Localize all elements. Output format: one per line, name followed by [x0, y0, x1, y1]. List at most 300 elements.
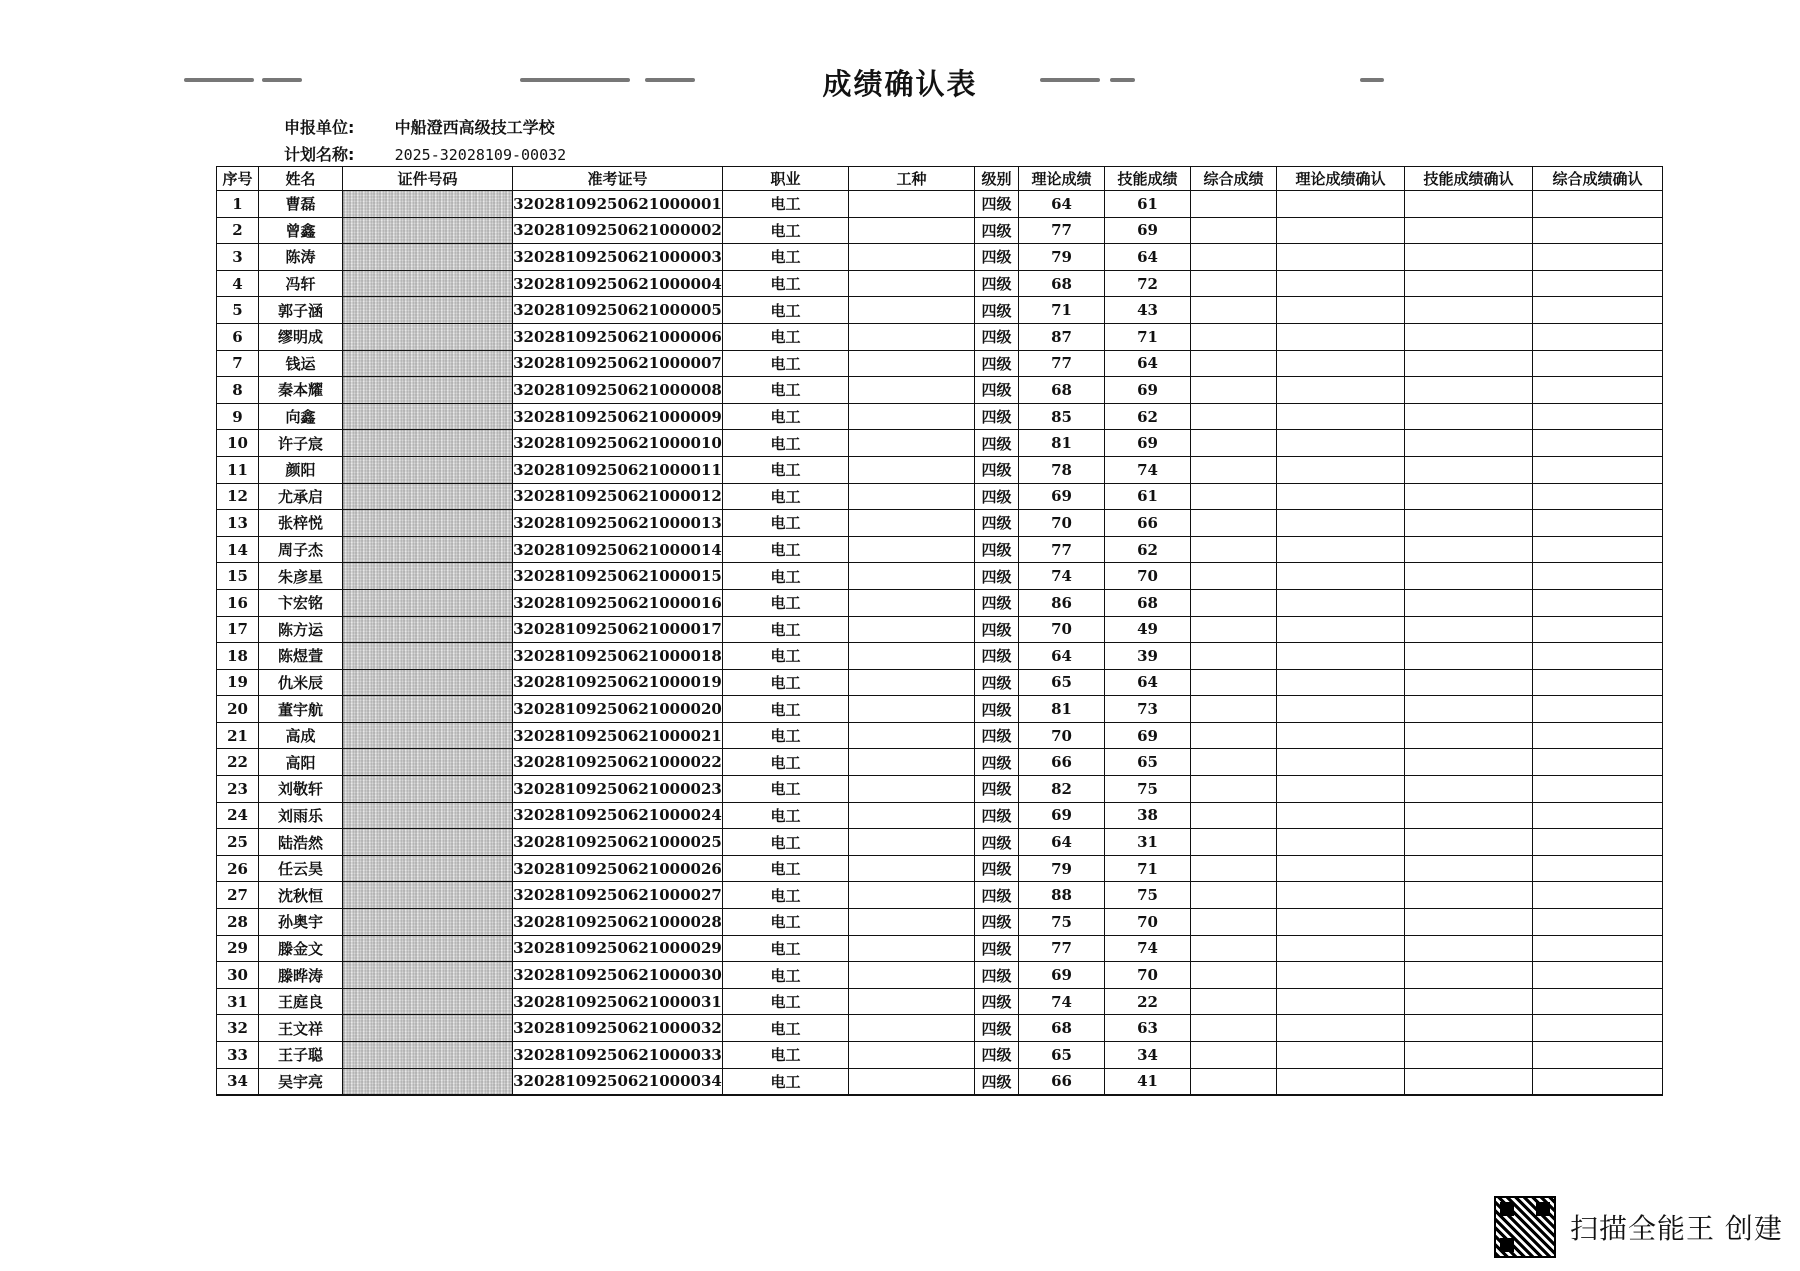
skill-score: 63: [1105, 1015, 1191, 1042]
exam-number: 32028109250621000031: [513, 988, 723, 1015]
skill-score: 61: [1105, 191, 1191, 218]
scan-speck: [184, 78, 254, 82]
skill-confirm: [1405, 802, 1533, 829]
overall-score: [1191, 244, 1277, 271]
skill-score: 68: [1105, 589, 1191, 616]
overall-score: [1191, 297, 1277, 324]
theory-confirm: [1277, 988, 1405, 1015]
overall-score: [1191, 350, 1277, 377]
table-row: [217, 776, 1663, 803]
occupation: 电工: [723, 244, 849, 271]
skill-score: 75: [1105, 882, 1191, 909]
level: 四级: [975, 882, 1019, 909]
skill-score: 69: [1105, 722, 1191, 749]
exam-number: 32028109250621000034: [513, 1068, 723, 1095]
table-row: [217, 1068, 1663, 1095]
overall-confirm: [1533, 589, 1663, 616]
row-number: 6: [217, 323, 259, 350]
job-type: [849, 430, 975, 457]
row-number: 8: [217, 377, 259, 404]
level: 四级: [975, 1068, 1019, 1095]
skill-confirm: [1405, 270, 1533, 297]
overall-confirm: [1533, 377, 1663, 404]
document-title: 成绩确认表: [822, 67, 978, 101]
job-type: [849, 802, 975, 829]
overall-score: [1191, 1042, 1277, 1069]
skill-score: 69: [1105, 377, 1191, 404]
level: 四级: [975, 483, 1019, 510]
exam-number: 32028109250621000011: [513, 456, 723, 483]
skill-score: 70: [1105, 962, 1191, 989]
theory-score: 74: [1019, 563, 1105, 590]
overall-score: [1191, 935, 1277, 962]
exam-number: 32028109250621000010: [513, 430, 723, 457]
job-type: [849, 456, 975, 483]
overall-score: [1191, 616, 1277, 643]
row-number: 12: [217, 483, 259, 510]
occupation: 电工: [723, 1068, 849, 1095]
skill-score: 72: [1105, 270, 1191, 297]
theory-confirm: [1277, 1042, 1405, 1069]
theory-confirm: [1277, 616, 1405, 643]
level: 四级: [975, 377, 1019, 404]
skill-score: 38: [1105, 802, 1191, 829]
student-name: 曾鑫: [259, 217, 343, 244]
overall-score: [1191, 483, 1277, 510]
occupation: 电工: [723, 935, 849, 962]
job-type: [849, 350, 975, 377]
skill-confirm: [1405, 643, 1533, 670]
theory-confirm: [1277, 430, 1405, 457]
exam-number: 32028109250621000023: [513, 776, 723, 803]
exam-number: 32028109250621000001: [513, 191, 723, 218]
theory-score: 65: [1019, 1042, 1105, 1069]
skill-confirm: [1405, 510, 1533, 537]
skill-score: 62: [1105, 403, 1191, 430]
overall-score: [1191, 749, 1277, 776]
col-header: 姓名: [259, 167, 343, 191]
occupation: 电工: [723, 589, 849, 616]
id-number-redacted: [343, 323, 513, 350]
theory-confirm: [1277, 909, 1405, 936]
id-number-redacted: [343, 1015, 513, 1042]
scan-speck: [262, 78, 302, 82]
table-row: [217, 589, 1663, 616]
overall-confirm: [1533, 643, 1663, 670]
overall-score: [1191, 829, 1277, 856]
occupation: 电工: [723, 776, 849, 803]
row-number: 27: [217, 882, 259, 909]
skill-score: 41: [1105, 1068, 1191, 1095]
student-name: 孙奥宇: [259, 909, 343, 936]
id-number-redacted: [343, 616, 513, 643]
occupation: 电工: [723, 323, 849, 350]
theory-score: 65: [1019, 669, 1105, 696]
theory-confirm: [1277, 802, 1405, 829]
row-number: 1: [217, 191, 259, 218]
theory-score: 82: [1019, 776, 1105, 803]
skill-score: 61: [1105, 483, 1191, 510]
scan-speck: [520, 78, 630, 82]
skill-score: 71: [1105, 323, 1191, 350]
level: 四级: [975, 297, 1019, 324]
id-number-redacted: [343, 882, 513, 909]
id-number-redacted: [343, 430, 513, 457]
occupation: 电工: [723, 988, 849, 1015]
table-row: [217, 988, 1663, 1015]
overall-score: [1191, 669, 1277, 696]
theory-score: 68: [1019, 1015, 1105, 1042]
id-number-redacted: [343, 589, 513, 616]
level: 四级: [975, 456, 1019, 483]
student-name: 向鑫: [259, 403, 343, 430]
student-name: 高阳: [259, 749, 343, 776]
overall-score: [1191, 191, 1277, 218]
theory-confirm: [1277, 722, 1405, 749]
job-type: [849, 962, 975, 989]
theory-score: 77: [1019, 536, 1105, 563]
skill-confirm: [1405, 377, 1533, 404]
row-number: 11: [217, 456, 259, 483]
level: 四级: [975, 643, 1019, 670]
row-number: 31: [217, 988, 259, 1015]
skill-confirm: [1405, 696, 1533, 723]
plan-value: 2025-32028109-00032: [394, 146, 567, 164]
table-row: [217, 350, 1663, 377]
id-number-redacted: [343, 510, 513, 537]
overall-score: [1191, 589, 1277, 616]
job-type: [849, 191, 975, 218]
theory-confirm: [1277, 377, 1405, 404]
student-name: 王文祥: [259, 1015, 343, 1042]
theory-score: 79: [1019, 244, 1105, 271]
table-row: [217, 1015, 1663, 1042]
table-row: [217, 244, 1663, 271]
exam-number: 32028109250621000009: [513, 403, 723, 430]
id-number-redacted: [343, 1068, 513, 1095]
student-name: 滕金文: [259, 935, 343, 962]
job-type: [849, 377, 975, 404]
overall-score: [1191, 855, 1277, 882]
skill-confirm: [1405, 217, 1533, 244]
exam-number: 32028109250621000033: [513, 1042, 723, 1069]
overall-confirm: [1533, 669, 1663, 696]
skill-confirm: [1405, 616, 1533, 643]
exam-number: 32028109250621000017: [513, 616, 723, 643]
theory-score: 77: [1019, 217, 1105, 244]
job-type: [849, 1068, 975, 1095]
student-name: 周子杰: [259, 536, 343, 563]
theory-confirm: [1277, 456, 1405, 483]
occupation: 电工: [723, 669, 849, 696]
occupation: 电工: [723, 1042, 849, 1069]
occupation: 电工: [723, 749, 849, 776]
overall-confirm: [1533, 456, 1663, 483]
student-name: 陈涛: [259, 244, 343, 271]
level: 四级: [975, 749, 1019, 776]
skill-confirm: [1405, 297, 1533, 324]
table-row: [217, 1042, 1663, 1069]
level: 四级: [975, 616, 1019, 643]
table-row: [217, 456, 1663, 483]
overall-confirm: [1533, 1015, 1663, 1042]
overall-score: [1191, 722, 1277, 749]
level: 四级: [975, 270, 1019, 297]
overall-confirm: [1533, 802, 1663, 829]
overall-confirm: [1533, 563, 1663, 590]
id-number-redacted: [343, 403, 513, 430]
row-number: 16: [217, 589, 259, 616]
skill-score: 75: [1105, 776, 1191, 803]
scan-speck: [1360, 78, 1384, 82]
theory-confirm: [1277, 510, 1405, 537]
theory-confirm: [1277, 1015, 1405, 1042]
job-type: [849, 855, 975, 882]
score-table: [216, 166, 1663, 1096]
exam-number: 32028109250621000014: [513, 536, 723, 563]
col-header: 综合成绩确认: [1533, 167, 1663, 191]
exam-number: 32028109250621000027: [513, 882, 723, 909]
student-name: 吴宇亮: [259, 1068, 343, 1095]
table-row: [217, 616, 1663, 643]
overall-confirm: [1533, 696, 1663, 723]
exam-number: 32028109250621000005: [513, 297, 723, 324]
skill-confirm: [1405, 1015, 1533, 1042]
table-row: [217, 829, 1663, 856]
overall-score: [1191, 696, 1277, 723]
table-row: [217, 377, 1663, 404]
overall-score: [1191, 217, 1277, 244]
occupation: 电工: [723, 643, 849, 670]
row-number: 18: [217, 643, 259, 670]
table-row: [217, 962, 1663, 989]
skill-confirm: [1405, 430, 1533, 457]
col-header: 技能成绩确认: [1405, 167, 1533, 191]
theory-score: 77: [1019, 350, 1105, 377]
theory-confirm: [1277, 669, 1405, 696]
exam-number: 32028109250621000004: [513, 270, 723, 297]
skill-confirm: [1405, 563, 1533, 590]
theory-confirm: [1277, 882, 1405, 909]
id-number-redacted: [343, 297, 513, 324]
job-type: [849, 669, 975, 696]
student-name: 董宇航: [259, 696, 343, 723]
id-number-redacted: [343, 377, 513, 404]
level: 四级: [975, 350, 1019, 377]
table-row: [217, 323, 1663, 350]
student-name: 滕晔涛: [259, 962, 343, 989]
theory-score: 77: [1019, 935, 1105, 962]
job-type: [849, 403, 975, 430]
occupation: 电工: [723, 1015, 849, 1042]
table-row: [217, 909, 1663, 936]
occupation: 电工: [723, 909, 849, 936]
occupation: 电工: [723, 616, 849, 643]
skill-confirm: [1405, 456, 1533, 483]
skill-score: 66: [1105, 510, 1191, 537]
id-number-redacted: [343, 962, 513, 989]
col-header: 序号: [217, 167, 259, 191]
theory-score: 79: [1019, 855, 1105, 882]
overall-score: [1191, 563, 1277, 590]
row-number: 29: [217, 935, 259, 962]
theory-confirm: [1277, 297, 1405, 324]
skill-confirm: [1405, 749, 1533, 776]
id-number-redacted: [343, 829, 513, 856]
level: 四级: [975, 1042, 1019, 1069]
overall-confirm: [1533, 536, 1663, 563]
col-header: 职业: [723, 167, 849, 191]
occupation: 电工: [723, 696, 849, 723]
level: 四级: [975, 510, 1019, 537]
occupation: 电工: [723, 510, 849, 537]
job-type: [849, 1042, 975, 1069]
job-type: [849, 563, 975, 590]
theory-score: 75: [1019, 909, 1105, 936]
level: 四级: [975, 669, 1019, 696]
exam-number: 32028109250621000018: [513, 643, 723, 670]
student-name: 缪明成: [259, 323, 343, 350]
table-row: [217, 270, 1663, 297]
student-name: 陈方运: [259, 616, 343, 643]
student-name: 郭子涵: [259, 297, 343, 324]
theory-score: 87: [1019, 323, 1105, 350]
job-type: [849, 244, 975, 271]
skill-confirm: [1405, 722, 1533, 749]
table-row: [217, 722, 1663, 749]
overall-score: [1191, 377, 1277, 404]
student-name: 王庭良: [259, 988, 343, 1015]
level: 四级: [975, 722, 1019, 749]
occupation: 电工: [723, 217, 849, 244]
job-type: [849, 616, 975, 643]
table-row: [217, 563, 1663, 590]
overall-confirm: [1533, 909, 1663, 936]
skill-confirm: [1405, 909, 1533, 936]
theory-confirm: [1277, 350, 1405, 377]
skill-score: 49: [1105, 616, 1191, 643]
row-number: 17: [217, 616, 259, 643]
applicant-label: 申报单位:: [284, 118, 355, 137]
job-type: [849, 829, 975, 856]
occupation: 电工: [723, 456, 849, 483]
student-name: 刘雨乐: [259, 802, 343, 829]
exam-number: 32028109250621000012: [513, 483, 723, 510]
overall-score: [1191, 988, 1277, 1015]
skill-confirm: [1405, 1042, 1533, 1069]
theory-confirm: [1277, 749, 1405, 776]
exam-number: 32028109250621000015: [513, 563, 723, 590]
theory-confirm: [1277, 191, 1405, 218]
table-row: [217, 669, 1663, 696]
exam-number: 32028109250621000021: [513, 722, 723, 749]
occupation: 电工: [723, 403, 849, 430]
row-number: 13: [217, 510, 259, 537]
job-type: [849, 643, 975, 670]
student-name: 张梓悦: [259, 510, 343, 537]
job-type: [849, 935, 975, 962]
id-number-redacted: [343, 456, 513, 483]
job-type: [849, 536, 975, 563]
level: 四级: [975, 217, 1019, 244]
job-type: [849, 696, 975, 723]
occupation: 电工: [723, 829, 849, 856]
theory-score: 64: [1019, 191, 1105, 218]
row-number: 21: [217, 722, 259, 749]
theory-confirm: [1277, 217, 1405, 244]
job-type: [849, 882, 975, 909]
skill-confirm: [1405, 669, 1533, 696]
theory-score: 69: [1019, 962, 1105, 989]
occupation: 电工: [723, 483, 849, 510]
exam-number: 32028109250621000026: [513, 855, 723, 882]
theory-confirm: [1277, 244, 1405, 271]
student-name: 刘敬轩: [259, 776, 343, 803]
skill-confirm: [1405, 935, 1533, 962]
col-header: 工种: [849, 167, 975, 191]
skill-confirm: [1405, 988, 1533, 1015]
skill-score: 31: [1105, 829, 1191, 856]
col-header: 理论成绩确认: [1277, 167, 1405, 191]
occupation: 电工: [723, 802, 849, 829]
theory-confirm: [1277, 536, 1405, 563]
theory-score: 88: [1019, 882, 1105, 909]
overall-confirm: [1533, 270, 1663, 297]
student-name: 钱运: [259, 350, 343, 377]
overall-confirm: [1533, 962, 1663, 989]
job-type: [849, 1015, 975, 1042]
level: 四级: [975, 855, 1019, 882]
theory-confirm: [1277, 776, 1405, 803]
job-type: [849, 722, 975, 749]
row-number: 14: [217, 536, 259, 563]
scanner-watermark: [1494, 1196, 1783, 1258]
level: 四级: [975, 962, 1019, 989]
occupation: 电工: [723, 882, 849, 909]
table-row: [217, 643, 1663, 670]
student-name: 曹磊: [259, 191, 343, 218]
theory-score: 81: [1019, 696, 1105, 723]
skill-score: 71: [1105, 855, 1191, 882]
id-number-redacted: [343, 988, 513, 1015]
overall-confirm: [1533, 722, 1663, 749]
level: 四级: [975, 829, 1019, 856]
col-header: 准考证号: [513, 167, 723, 191]
theory-confirm: [1277, 696, 1405, 723]
theory-score: 81: [1019, 430, 1105, 457]
overall-score: [1191, 430, 1277, 457]
skill-score: 65: [1105, 749, 1191, 776]
occupation: 电工: [723, 563, 849, 590]
student-name: 卞宏铭: [259, 589, 343, 616]
student-name: 陈煜萱: [259, 643, 343, 670]
theory-confirm: [1277, 855, 1405, 882]
applicant-line: [284, 115, 555, 138]
overall-confirm: [1533, 323, 1663, 350]
overall-score: [1191, 882, 1277, 909]
theory-score: 70: [1019, 616, 1105, 643]
overall-confirm: [1533, 483, 1663, 510]
overall-confirm: [1533, 297, 1663, 324]
skill-score: 62: [1105, 536, 1191, 563]
level: 四级: [975, 563, 1019, 590]
level: 四级: [975, 191, 1019, 218]
overall-score: [1191, 1015, 1277, 1042]
row-number: 24: [217, 802, 259, 829]
theory-score: 64: [1019, 829, 1105, 856]
theory-confirm: [1277, 403, 1405, 430]
overall-score: [1191, 962, 1277, 989]
